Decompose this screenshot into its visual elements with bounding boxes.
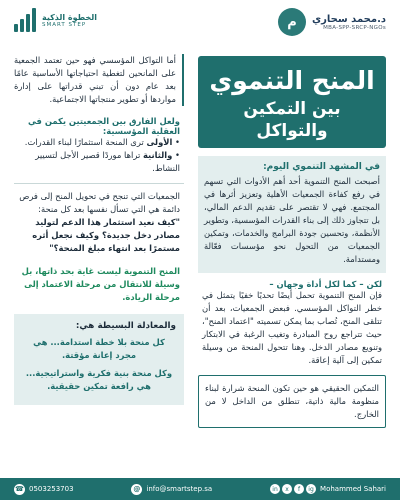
instagram-icon[interactable]: ig bbox=[306, 484, 316, 494]
equation-panel bbox=[14, 314, 184, 405]
question-lead: الجمعيات التي تنجح في تحويل المنح إلى فرص دائمة هي التي تسأل نفسها بعد كل منحة: bbox=[19, 191, 180, 215]
bullet-first-label: الأولى bbox=[146, 137, 173, 148]
facebook-icon[interactable]: f bbox=[294, 484, 304, 494]
linkedin-icon[interactable]: in bbox=[270, 484, 280, 494]
dependency-definition: أما التواكل المؤسسي فهو حين تعتمد الجمعية على المانحين لتغطية احتياجاتها الأساسية عامًا بعد عام دون أن تبني قدراتها على إدارة مواردها أو تطوير منتجاتها الاجتماعية. bbox=[14, 54, 184, 106]
right-column bbox=[198, 56, 386, 428]
left-column bbox=[14, 54, 184, 405]
equation-item-2: وكل منحة بنية فكرية واستراتيجية... هي رافعة تمكين حقيقية. bbox=[25, 368, 173, 392]
author-logo bbox=[278, 8, 386, 36]
phone-icon: ☎ bbox=[15, 485, 24, 493]
social-icons bbox=[270, 484, 316, 494]
email-icon: @ bbox=[133, 485, 141, 493]
avatar: م bbox=[278, 8, 306, 36]
brand-logo bbox=[14, 8, 97, 32]
author-credentials: MBA-SPP-SRCP-NGOs bbox=[323, 24, 386, 31]
page-subtitle: بين التمكين والتواكل bbox=[243, 98, 341, 141]
brand-name-ar: الخطوة الذكية bbox=[42, 12, 97, 22]
section-heading: لكن – كما لكل أداة وجهان – bbox=[269, 279, 382, 290]
author-name-ar: د.محمد سحاري bbox=[311, 13, 386, 25]
page-footer bbox=[0, 478, 400, 500]
phone-contact[interactable] bbox=[14, 484, 74, 495]
email-contact[interactable] bbox=[131, 484, 212, 495]
intro-text: أصبحت المنح التنموية أحد أهم الأدوات التي تسهم في رفع كفاءة الجمعيات الأهلية وتعزيز أثرها في المجتمع. فهي لا تقتصر على تقديم الدعم المالي، بل تتجاوز ذلك إلى بناء القدرات المؤسسية، وتطوير الأنظمة، وتحسين جودة البرامج والخدمات، وتمكين الجمعيات من التحول نحو مؤسسات فعّالة ومستدامة. bbox=[204, 175, 380, 265]
empowerment-callout: التمكين الحقيقي هو حين تكون المنحة شرارة لبناء منظومة مالية ذاتية، تنطلق من الداخل لا من الخارج. bbox=[198, 375, 386, 428]
brand-name-en: SMART STEP bbox=[42, 21, 87, 28]
intro-panel bbox=[198, 156, 386, 273]
divider bbox=[14, 183, 184, 184]
page-title: المنح التنموي bbox=[209, 66, 375, 95]
bullet-second-text: تراها موردًا قصير الأجل لتسيير النشاط. bbox=[35, 150, 180, 174]
page-header bbox=[0, 0, 400, 50]
bullet-first-text: ترى المنحة استثمارًا لبناء القدرات. bbox=[24, 137, 144, 148]
brand-bars-icon bbox=[14, 8, 36, 32]
brand-text bbox=[42, 13, 97, 28]
email-address: info@smartstep.sa bbox=[146, 485, 213, 493]
footer-name: Mohammed Sahari bbox=[320, 485, 386, 493]
x-icon[interactable]: x bbox=[282, 484, 292, 494]
conclusion-text: المنح التنموية ليست غاية بحد ذاتها، بل وسيلة للانتقال من مرحلة الاعتماد إلى مرحلة الريادة. bbox=[21, 266, 180, 303]
author-names bbox=[312, 14, 386, 31]
equation-item-1: كل منحة بلا خطة استدامة... هي مجرد إعانة مؤقتة. bbox=[33, 337, 165, 361]
bullet-first: • الأولى ترى المنحة استثمارًا لبناء القدرات. bbox=[24, 137, 180, 148]
title-banner bbox=[198, 56, 386, 148]
bullet-second: • والثانية تراها موردًا قصير الأجل لتسيير النشاط. bbox=[35, 150, 180, 174]
bullet-second-label: والثانية bbox=[142, 150, 173, 161]
intro-heading: في المشهد التنموي اليوم: bbox=[263, 161, 380, 172]
dependency-paragraph: فإن المنح التنموية تحمل أيضًا تحديًا خفيًا يتمثل في خطر التواكل المؤسسي. فبعض الجمعيات، بعد أن تتلقى المنح، تُصاب بما يمكن تسميته "اعتماد المنح"، حيث تتراجع روح المبادرة وتغيب الرغبة في الابتكار وتنويع مصادر الدخل. وهنا تتحول المنحة من وسيلة تمكين إلى آلية إعاقة. bbox=[202, 290, 382, 366]
phone-number: 0503253703 bbox=[29, 485, 74, 493]
equation-heading: والمعادلة البسيطة هي: bbox=[75, 321, 176, 332]
social-contact[interactable] bbox=[270, 484, 386, 494]
key-question: "كيف نعيد استثمار هذا الدعم لتوليد مصادر دخل جديدة؟ وكيف نجعل أثره مستمرًا بعد انتهاء مبلغ المنحة؟" bbox=[32, 217, 180, 254]
difference-heading: ولعل الفارق بين الجمعيتين يكمن في العقلية المؤسسية: bbox=[27, 116, 180, 137]
